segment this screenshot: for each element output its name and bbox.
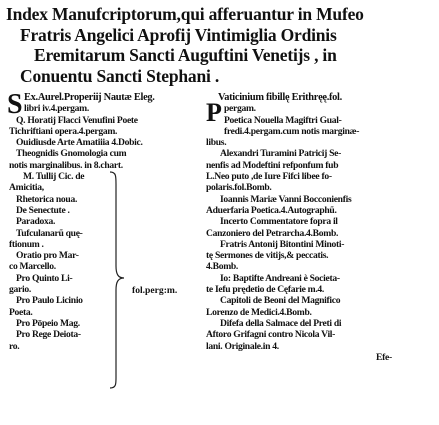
drop-cap-s: S <box>7 89 23 120</box>
title-line-4: Conuentu Sancti Stephani . <box>20 65 220 86</box>
right-column <box>206 92 436 363</box>
entry-line: Lorenzo de Medici.4.Bomb. <box>206 306 312 318</box>
entry-sibyl: Vaticinium fibillę Erithręę.fol. <box>218 92 342 103</box>
entry-line: polaris.fol.Bomb. <box>206 182 272 194</box>
entry-line: L.Neo puto ,de Iure Fifci libee fo- <box>206 171 332 183</box>
cicero-brace <box>104 170 144 390</box>
entry-line: 4.Bomb. <box>206 261 239 273</box>
title-line-2: Fratris Angelici Aprofij Vintimiglia Ordinis <box>20 24 337 45</box>
entry-turamini: Alexandri Turamini Patricij Se- <box>220 148 342 160</box>
entry-line: Pro Paulo Licinio <box>16 295 83 307</box>
entry-line: Amicitia, <box>9 182 44 194</box>
entry-ovid: Ouidiusde Arte Amatiiia 4.Dobic. <box>16 137 143 149</box>
title-line-3: Eremitarum Sancti Auguftini Venetijs , in <box>34 45 337 65</box>
entry-line: fredi.4.pergam.cum notis marginæ- <box>224 125 360 137</box>
entry-line: ftionum . <box>9 238 44 250</box>
entry-line: Pro Pōpeio Mag. <box>16 317 80 329</box>
entry-capitoli-beoni: Capitoli de Beoni del Magnifico <box>220 295 341 307</box>
entry-line: pergam. <box>224 103 256 115</box>
entry-line: libri iv.4.pergam. <box>24 103 89 115</box>
entry-horace: Q. Horatij Flacci Venufini Poete <box>16 114 138 126</box>
entry-cicero: M. Tullij Cic. de <box>23 171 85 183</box>
entry-line: Oratio pro Mar- <box>16 250 79 262</box>
entry-line: Aftoro Grifagni contro Nicola Vil- <box>206 329 336 341</box>
entry-line: Rhetorica noua. <box>16 193 78 205</box>
entry-line: Paradoxa. <box>16 216 56 228</box>
entry-line: lani. Originale.in 4. <box>206 340 279 352</box>
index-title <box>6 4 436 86</box>
entry-line: co Marcello. <box>9 261 56 273</box>
entry-petrarca-comment: Incerto Commentatore fopra il <box>220 216 338 228</box>
entry-line: Tufculanarũ quę- <box>16 227 83 239</box>
entry-line: Aduerfaria Poetica.4.Autographũ. <box>206 204 337 216</box>
entry-vanni: Ioannis Mariæ Vanni Bocconienfis <box>220 193 352 205</box>
entry-line: tę Sermones de vitijs,& peccatis. <box>206 250 329 262</box>
entry-line: notis marginalibus. in 8.chart. <box>9 159 123 171</box>
title-line-1: Index Manufcriptorum,qui afferuantur in Mufeo <box>6 4 364 24</box>
cicero-format-note: fol.perg:m. <box>132 285 178 296</box>
entry-propertius: Ex.Aurel.Properiij Nautæ Eleg. <box>24 92 155 103</box>
entry-line: ro. <box>9 340 20 352</box>
entry-difesa-salmace: Difefa della Salmace del Preti di <box>220 317 342 329</box>
entry-gualfredo: Poetica Nouella Magiftri Gual- <box>224 114 342 126</box>
entry-line: De Senectute . <box>16 204 70 216</box>
entry-andreani: Io: Baptifte Andreani è Societa- <box>220 272 340 284</box>
entry-line: Poeta. <box>9 306 33 318</box>
catchword: Efe- <box>376 351 392 363</box>
entry-line: Tichriftiani opera.4.pergam. <box>9 125 118 137</box>
entry-bitontini: Fratris Antonij Bitontini Minoti- <box>220 238 345 250</box>
entry-line: nenfis ad Modeftini refponfum fub <box>206 159 339 171</box>
entry-line: gario. <box>9 284 31 296</box>
entry-line: Pro Quinto Li- <box>16 272 73 284</box>
drop-cap-p: P <box>206 98 222 127</box>
entry-line: Canzoniero del Petrarcha.4.Bomb. <box>206 227 339 239</box>
entry-line: libus. <box>206 137 227 149</box>
entry-theognis: Theognidis Gnomologia cum <box>16 148 127 160</box>
entry-line: Pro Rege Deiota- <box>16 329 81 341</box>
entry-line: te Iefu prędetio de Cęfarie m.4. <box>206 284 325 296</box>
